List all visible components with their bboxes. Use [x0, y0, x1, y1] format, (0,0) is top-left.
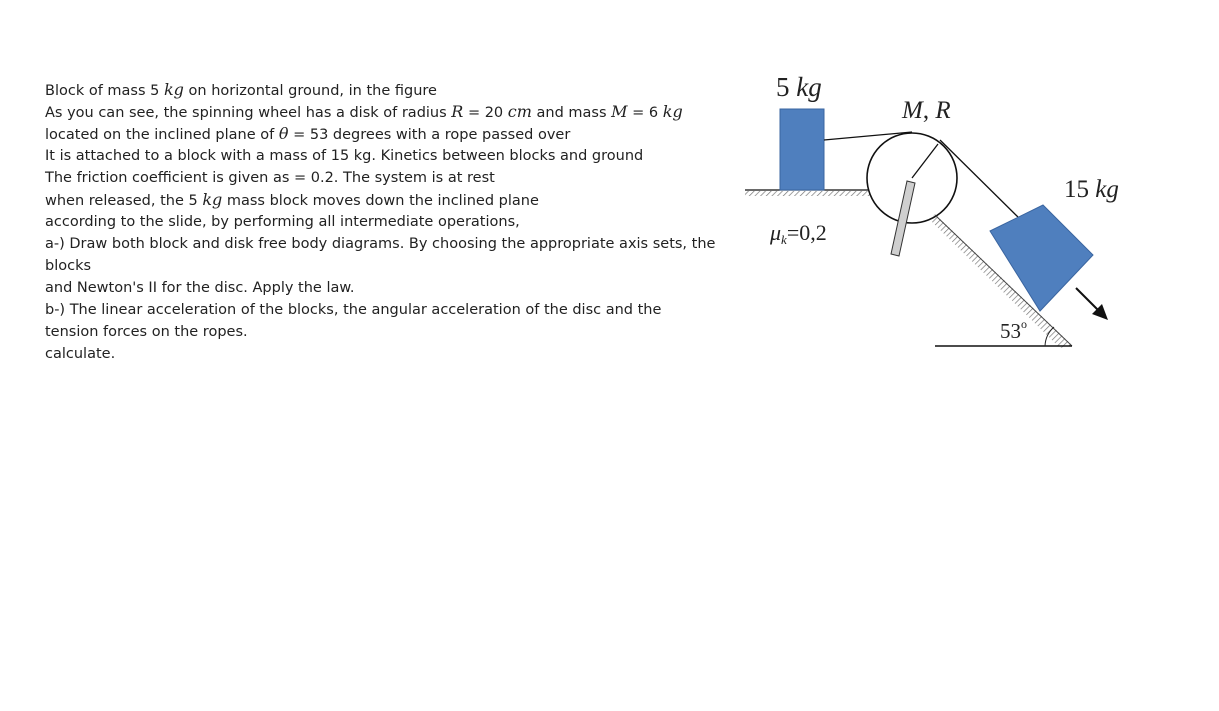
- horizontal-ground-hatch: [745, 191, 870, 196]
- text-segment: and mass: [531, 105, 612, 121]
- text-segment: It is attached to a block with a mass of 15 kg. Kinetics between blocks and ground: [45, 148, 644, 164]
- text-segment: b-) The linear acceleration of the blocks, the angular acceleration of the disc and the: [45, 302, 662, 318]
- math-symbol: cm: [507, 102, 532, 121]
- text-segment: according to the slide, by performing all intermediate operations,: [45, 214, 520, 230]
- math-symbol: M: [611, 102, 628, 121]
- text-segment: mass block moves down the inclined plane: [222, 193, 539, 209]
- text-segment: blocks: [45, 258, 92, 274]
- text-segment: tension forces on the ropes.: [45, 324, 248, 340]
- text-segment: when released, the 5: [45, 193, 203, 209]
- text-segment: = 20: [463, 105, 508, 121]
- large-block-mass-label: 15 kg: [1064, 176, 1119, 203]
- text-segment: calculate.: [45, 346, 116, 362]
- text-segment: and Newton's II for the disc. Apply the law.: [45, 280, 355, 296]
- text-segment: The friction coefficient is given as = 0.2. The system is at rest: [45, 170, 495, 186]
- math-symbol: R: [451, 102, 464, 121]
- pulley-label: M, R: [902, 97, 951, 124]
- text-segment: a-) Draw both block and disk free body diagrams. By choosing the appropriate axis sets, the: [45, 236, 716, 252]
- math-symbol: θ: [278, 124, 289, 143]
- math-symbol: kg: [202, 190, 223, 209]
- math-symbol: kg: [662, 102, 683, 121]
- motion-arrow-shaft: [1076, 288, 1100, 312]
- friction-coefficient-label: μk=0,2: [770, 220, 827, 247]
- text-segment: = 6: [627, 105, 663, 121]
- math-symbol: kg: [163, 80, 184, 99]
- large-block: [990, 205, 1093, 311]
- text-segment: As you can see, the spinning wheel has a disk of radius: [45, 105, 452, 121]
- small-block-mass-label: 5 kg: [776, 72, 822, 102]
- angle-label: 53$^o$: [1000, 317, 1027, 343]
- text-segment: located on the inclined plane of: [45, 127, 279, 143]
- text-segment: = 53 degrees with a rope passed over: [288, 127, 571, 143]
- text-segment: on horizontal ground, in the figure: [183, 83, 437, 99]
- small-block: [780, 109, 824, 190]
- text-segment: Block of mass 5: [45, 83, 164, 99]
